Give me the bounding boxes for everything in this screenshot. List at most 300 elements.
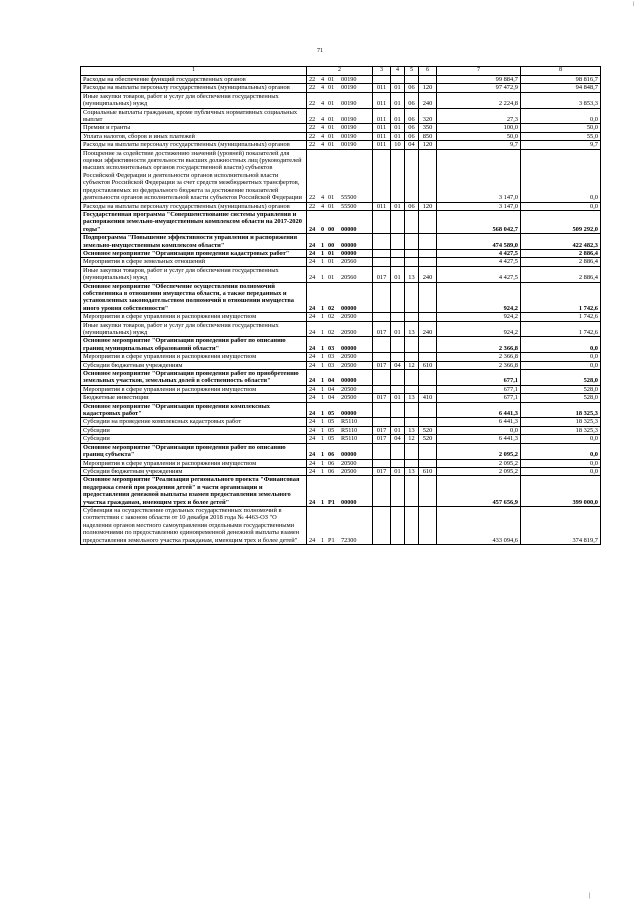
row-col-3: 017 [373,435,391,443]
code-part-c1: 22 [309,100,316,108]
row-col-5: 06 [405,92,419,108]
code-part-c4: 20500 [341,467,357,475]
table-row [81,506,601,544]
row-amount-2: 18 325,3 [521,426,601,434]
code-part-c2: 4 [321,194,325,202]
page-number: 71 [317,48,323,54]
row-target-code [307,282,373,313]
header-col-3: 3 [373,67,391,76]
code-part-c3: 00 [328,241,335,249]
row-col-3: 011 [373,124,391,132]
code-part-c3: 05 [328,435,335,443]
row-col-3: 011 [373,132,391,140]
row-col-4: 01 [391,426,405,434]
row-col-3 [373,313,391,321]
row-amount-2: 3 853,3 [521,92,601,108]
code-part-c3: 01 [328,194,335,202]
row-col-5 [405,313,419,321]
code-part-c3: 01 [328,100,335,108]
row-col-3 [373,506,391,544]
row-name: Основное мероприятие "Реализация регионального проекта "Финансовая поддержка семей при рождении детей" в части организации и предоставления денежной выплаты взамен предоставления земельного участка гражданам, имеющим трех и более детей" [81,476,307,507]
code-part-c4: R5110 [341,435,358,443]
row-col-3: 017 [373,467,391,475]
row-col-6 [419,353,437,361]
code-part-c3: 01 [328,141,335,149]
code-part-c1: 22 [309,194,316,202]
row-col-6 [419,234,437,250]
code-part-c3: 04 [328,385,335,393]
bottom-mark: | [588,893,590,899]
table-row [81,435,601,443]
row-name: Подпрограмма "Повышение эффективности управления и распоряжения земельно-имущественным комплексом области" [81,234,307,250]
row-col-3: 011 [373,92,391,108]
row-col-4 [391,370,405,386]
row-col-5: 12 [405,435,419,443]
row-target-code [307,266,373,282]
row-amount-1: 9,7 [437,141,521,149]
row-target-code [307,459,373,467]
code-part-c4: 00000 [341,304,357,312]
row-col-4: 04 [391,361,405,369]
row-col-6 [419,149,437,202]
code-part-c3: 02 [328,329,335,336]
code-part-c3: 01 [328,274,335,282]
code-part-c3: 01 [328,202,335,210]
row-col-5 [405,476,419,507]
table-row [81,313,601,321]
code-part-c3: 01 [328,76,335,83]
row-col-3: 011 [373,108,391,124]
row-col-6 [419,210,437,233]
code-part-c1: 24 [309,377,316,385]
row-target-code [307,313,373,321]
code-part-c4: 55500 [341,202,357,210]
table-row [81,132,601,140]
row-target-code [307,92,373,108]
code-part-c1: 24 [309,329,316,336]
code-part-c2: 1 [321,258,325,266]
row-col-6 [419,476,437,507]
code-part-c2: 1 [321,329,325,336]
code-part-c1: 22 [309,76,316,83]
row-col-5: 13 [405,394,419,402]
row-amount-1: 6 441,3 [437,435,521,443]
row-col-5 [405,249,419,257]
row-col-6 [419,385,437,393]
row-col-3: 011 [373,84,391,92]
row-col-6 [419,76,437,84]
row-amount-2: 18 325,3 [521,402,601,418]
row-name: Премии и гранты [81,124,307,132]
row-name: Мероприятия в сфере управления и распоряжения имуществом [81,459,307,467]
header-row [81,67,601,76]
row-col-6 [419,313,437,321]
code-part-c1: 24 [309,304,316,312]
code-part-c2: 1 [321,394,325,402]
row-col-4: 04 [391,435,405,443]
row-name: Поощрение за содействие достижению значений (уровней) показателей для оценки эффективности деятельности высших должностных лиц (руководителей высших исполнительных органов государственной власти) субъектов Российской Федерации и деятельности органов исполнительной власти субъектов Российской Федерации за счет средств межбюджетных трансфертов, предоставляемых из федерального бюджета за достижение показателей деятельности органов исполнительной власти субъектов Российской Федерации [81,149,307,202]
row-col-6: 610 [419,361,437,369]
code-part-c4: 20500 [341,361,357,369]
row-name: Субсидии бюджетным учреждениям [81,361,307,369]
row-col-6 [419,337,437,353]
row-name: Иные закупки товаров, работ и услуг для обеспечения государственных (муниципальных) нужд [81,266,307,282]
code-part-c4: 20560 [341,274,357,282]
code-part-c1: 22 [309,116,316,124]
code-part-c2: 4 [321,100,325,108]
row-col-4 [391,210,405,233]
code-part-c3: 06 [328,451,335,459]
code-part-c4: 00190 [341,141,357,149]
row-col-3: 017 [373,361,391,369]
row-target-code [307,435,373,443]
row-name: Мероприятия в сфере управления и распоряжения имуществом [81,353,307,361]
row-amount-1: 924,2 [437,313,521,321]
row-amount-2: 2 886,4 [521,266,601,282]
row-col-6: 410 [419,394,437,402]
row-amount-1: 27,3 [437,108,521,124]
row-target-code [307,234,373,250]
row-amount-1: 474 589,0 [437,234,521,250]
row-amount-1: 433 094,6 [437,506,521,544]
table-row [81,337,601,353]
row-amount-1: 3 147,0 [437,202,521,210]
row-amount-1: 50,0 [437,132,521,140]
row-col-4: 01 [391,321,405,337]
code-part-c1: 24 [309,225,316,233]
code-part-c3: 05 [328,426,335,434]
code-part-c2: 4 [321,202,325,210]
code-part-c2: 1 [321,313,325,321]
code-part-c1: 22 [309,202,316,210]
code-part-c3: 03 [328,353,335,361]
row-col-3: 017 [373,394,391,402]
row-col-3 [373,76,391,84]
row-target-code [307,353,373,361]
row-col-5: 12 [405,361,419,369]
row-col-6 [419,402,437,418]
row-col-5: 13 [405,467,419,475]
code-part-c4: 20560 [341,258,357,266]
code-part-c1: 24 [309,258,316,266]
code-part-c2: 0 [321,225,325,233]
table-row [81,476,601,507]
row-amount-1: 0,0 [437,426,521,434]
code-part-c1: 24 [309,353,316,361]
row-amount-1: 2 095,2 [437,467,521,475]
code-part-c4: 55500 [341,194,357,202]
code-part-c2: 1 [321,467,325,475]
header-col-1: 1 [81,67,307,76]
code-part-c4: 00000 [341,249,357,257]
code-part-c1: 24 [309,536,316,544]
code-part-c3: 01 [328,249,335,257]
row-col-3 [373,249,391,257]
row-name: Субвенция на осуществление отдельных государственных полномочий в соответствии с законом области от 10 декабря 2018 года № 4463-ОЗ "О наделении органов местного самоуправления отдельными государственными полномочиями по предоставлению единовременной денежной выплаты взамен предоставления земельного участка гражданам, имеющим трех и более детей" [81,506,307,544]
row-col-5: 04 [405,141,419,149]
row-target-code [307,202,373,210]
row-target-code [307,426,373,434]
row-col-5 [405,506,419,544]
row-name: Основное мероприятие "Организация проведения комплексных кадастровых работ" [81,402,307,418]
code-part-c1: 24 [309,313,316,321]
row-amount-2: 1 742,6 [521,313,601,321]
code-part-c3: 06 [328,467,335,475]
row-col-5 [405,337,419,353]
row-amount-1: 6 441,3 [437,418,521,426]
table-row [81,124,601,132]
budget-table [80,66,601,545]
row-amount-2: 2 886,4 [521,258,601,266]
row-name: Основное мероприятие "Организация проведения кадастровых работ" [81,249,307,257]
row-col-4 [391,459,405,467]
code-part-c4: 00000 [341,377,357,385]
row-col-5 [405,459,419,467]
table-row [81,321,601,337]
code-part-c4: 00000 [341,498,357,506]
row-col-3 [373,385,391,393]
code-part-c2: 1 [321,435,325,443]
row-col-3: 011 [373,202,391,210]
row-amount-1: 677,1 [437,370,521,386]
code-part-c3: 03 [328,361,335,369]
row-target-code [307,467,373,475]
code-part-c3: 01 [328,84,335,92]
row-name: Государственная программа "Совершенствование системы управления и распоряжения земельно-имущественным комплексом области на 2017-2020 годы" [81,210,307,233]
table-row [81,141,601,149]
row-col-5 [405,353,419,361]
code-part-c2: 1 [321,385,325,393]
row-name: Уплата налогов, сборов и иных платежей [81,132,307,140]
row-col-5 [405,402,419,418]
row-target-code [307,337,373,353]
table-row [81,282,601,313]
row-name: Иные закупки товаров, работ и услуг для обеспечения государственных (муниципальных) нужд [81,321,307,337]
row-target-code [307,149,373,202]
row-amount-2: 0,0 [521,435,601,443]
row-col-5 [405,234,419,250]
row-col-4: 01 [391,394,405,402]
table-row [81,361,601,369]
row-amount-2: 0,0 [521,353,601,361]
row-amount-1: 6 441,3 [437,402,521,418]
table-row [81,370,601,386]
row-col-5 [405,258,419,266]
row-col-4 [391,353,405,361]
row-col-5: 06 [405,108,419,124]
code-part-c2: 4 [321,132,325,140]
row-col-3 [373,258,391,266]
code-part-c4: 20500 [341,394,357,402]
row-name: Бюджетные инвестиции [81,394,307,402]
row-col-5: 13 [405,321,419,337]
row-name: Основное мероприятие "Организация проведения работ по описанию границ субъекта" [81,443,307,459]
row-amount-2: 98 816,7 [521,76,601,84]
code-part-c3: 05 [328,410,335,418]
row-target-code [307,258,373,266]
code-part-c4: 00000 [341,451,357,459]
row-name: Субсидии [81,426,307,434]
header-col-5: 5 [405,67,419,76]
code-part-c2: 1 [321,536,325,544]
code-part-c3: 04 [328,394,335,402]
code-part-c3: 01 [328,258,335,266]
row-amount-2: 0,0 [521,467,601,475]
code-part-c3: 01 [328,132,335,140]
row-target-code [307,108,373,124]
row-amount-2: 2 886,4 [521,249,601,257]
row-target-code [307,506,373,544]
row-col-5 [405,282,419,313]
code-part-c4: 00000 [341,344,357,352]
code-part-c1: 24 [309,274,316,282]
row-amount-2: 0,0 [521,202,601,210]
code-part-c3: P1 [328,498,335,506]
row-amount-1: 97 472,9 [437,84,521,92]
row-amount-2: 422 482,3 [521,234,601,250]
row-name: Мероприятия в сфере земельных отношений [81,258,307,266]
row-target-code [307,394,373,402]
code-part-c1: 24 [309,249,316,257]
table-row [81,210,601,233]
row-col-3: 011 [373,141,391,149]
table-row [81,443,601,459]
row-amount-1: 2 224,8 [437,92,521,108]
row-col-6 [419,282,437,313]
code-part-c1: 24 [309,467,316,475]
row-col-4: 01 [391,467,405,475]
row-amount-2: 9,7 [521,141,601,149]
row-col-3 [373,210,391,233]
row-col-4: 01 [391,202,405,210]
row-name: Иные закупки товаров, работ и услуг для обеспечения государственных (муниципальных) нужд [81,92,307,108]
code-part-c3: 05 [328,418,335,426]
row-col-4: 10 [391,141,405,149]
row-col-6: 120 [419,141,437,149]
row-col-6: 520 [419,435,437,443]
code-part-c4: 72300 [341,536,357,544]
row-amount-2: 94 848,7 [521,84,601,92]
code-part-c4: 20500 [341,459,357,467]
row-amount-1: 2 366,8 [437,361,521,369]
row-col-4 [391,402,405,418]
table-row [81,418,601,426]
row-col-6: 120 [419,202,437,210]
row-col-5 [405,443,419,459]
code-part-c3: 01 [328,116,335,124]
row-col-3 [373,234,391,250]
row-col-4: 01 [391,266,405,282]
row-target-code [307,476,373,507]
code-part-c4: 20500 [341,329,357,336]
row-col-5: 13 [405,426,419,434]
code-part-c2: 4 [321,124,325,132]
code-part-c4: 00190 [341,132,357,140]
code-part-c3: 02 [328,304,335,312]
row-amount-2: 0,0 [521,361,601,369]
row-name: Расходы на выплаты персоналу государственных (муниципальных) органов [81,202,307,210]
code-part-c3: 06 [328,459,335,467]
row-col-4 [391,337,405,353]
row-col-5 [405,385,419,393]
row-col-6: 320 [419,108,437,124]
row-col-4: 01 [391,92,405,108]
table-row [81,266,601,282]
row-name: Субсидии на проведение комплексных кадастровых работ [81,418,307,426]
code-part-c3: 00 [328,225,335,233]
row-amount-1: 100,0 [437,124,521,132]
code-part-c4: 00000 [341,410,357,418]
code-part-c4: 20500 [341,313,357,321]
row-amount-2: 50,0 [521,124,601,132]
row-amount-2: 55,0 [521,132,601,140]
row-amount-2: 0,0 [521,443,601,459]
row-target-code [307,361,373,369]
code-part-c2: 1 [321,344,325,352]
row-amount-2: 0,0 [521,149,601,202]
row-name: Расходы на выплаты персоналу государственных (муниципальных) органов [81,84,307,92]
row-col-6: 850 [419,132,437,140]
row-amount-2: 18 325,3 [521,418,601,426]
code-part-c2: 1 [321,459,325,467]
row-col-5 [405,149,419,202]
code-part-c4: 00000 [341,225,357,233]
row-col-6: 610 [419,467,437,475]
row-amount-2: 0,0 [521,337,601,353]
row-col-3 [373,476,391,507]
code-part-c1: 24 [309,361,316,369]
row-col-4 [391,249,405,257]
row-col-6 [419,249,437,257]
row-col-6 [419,443,437,459]
row-col-4 [391,506,405,544]
code-part-c4: 00190 [341,116,357,124]
row-amount-2: 528,0 [521,385,601,393]
code-part-c4: 00190 [341,76,357,83]
row-name: Основное мероприятие "Организация проведения работ по приобретению земельных участков, земельных долей в собственность области" [81,370,307,386]
row-target-code [307,418,373,426]
row-amount-2: 1 742,6 [521,282,601,313]
row-target-code [307,210,373,233]
row-col-5: 06 [405,84,419,92]
table-row [81,84,601,92]
row-col-4 [391,418,405,426]
row-col-4 [391,385,405,393]
code-part-c4: 00000 [341,241,357,249]
row-target-code [307,132,373,140]
code-part-c4: 00190 [341,84,357,92]
code-part-c2: 1 [321,353,325,361]
row-col-3 [373,149,391,202]
row-col-4 [391,282,405,313]
row-col-4 [391,313,405,321]
code-part-c1: 24 [309,385,316,393]
table-row [81,426,601,434]
row-col-4 [391,258,405,266]
table-row [81,258,601,266]
table-row [81,149,601,202]
code-part-c2: 1 [321,410,325,418]
code-part-c2: 1 [321,274,325,282]
code-part-c1: 24 [309,418,316,426]
row-amount-1: 3 147,0 [437,149,521,202]
row-amount-1: 4 427,5 [437,258,521,266]
row-col-5: 06 [405,132,419,140]
row-col-6 [419,418,437,426]
row-target-code [307,402,373,418]
row-target-code [307,385,373,393]
row-col-3 [373,459,391,467]
